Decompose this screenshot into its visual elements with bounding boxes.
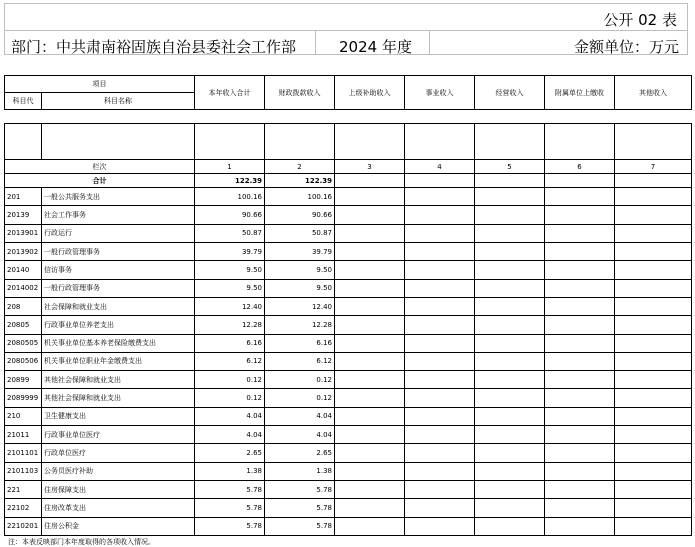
fiscal-income: 0.12: [265, 389, 335, 407]
subject-code: 2089999: [5, 389, 42, 407]
income-total: 50.87: [195, 224, 265, 242]
income-total: 9.50: [195, 279, 265, 297]
income-total: 100.16: [195, 188, 265, 206]
fiscal-income: 9.50: [265, 279, 335, 297]
divider: [315, 30, 316, 54]
table-row: [5, 499, 692, 517]
table-row: [5, 517, 692, 535]
fiscal-income: 39.79: [265, 242, 335, 260]
income-total: 5.78: [195, 481, 265, 499]
subject-code: 20805: [5, 316, 42, 334]
table-row: [5, 371, 692, 389]
column-index-row: [5, 160, 692, 174]
col-header: 事业收入: [405, 76, 475, 110]
col-header: 附属单位上缴收: [545, 76, 615, 110]
table-row: [5, 316, 692, 334]
income-total: 90.66: [195, 206, 265, 224]
subject-name: 行政事业单位医疗: [42, 426, 195, 444]
income-total: 12.40: [195, 297, 265, 315]
department-label: 部门：中共肃南裕固族自治县委社会工作部: [11, 38, 297, 56]
subject-name: 一般公共服务支出: [42, 188, 195, 206]
header-subject-name: 科目名称: [42, 93, 195, 110]
subject-code: 210: [5, 407, 42, 425]
fiscal-income: 90.66: [265, 206, 335, 224]
fiscal-income: 4.04: [265, 426, 335, 444]
income-total: 5.78: [195, 517, 265, 535]
income-total: 39.79: [195, 242, 265, 260]
total-label: 合计: [5, 174, 195, 188]
subject-name: 行政运行: [42, 224, 195, 242]
fiscal-income: 50.87: [265, 224, 335, 242]
subject-code: 2101101: [5, 444, 42, 462]
fiscal-income: 100.16: [265, 188, 335, 206]
table-row: [5, 481, 692, 499]
subject-code: 2080506: [5, 352, 42, 370]
table-row: [5, 261, 692, 279]
col-header: 经营收入: [475, 76, 545, 110]
income-total: 12.28: [195, 316, 265, 334]
income-table: [4, 123, 692, 536]
income-total: 4.04: [195, 407, 265, 425]
subject-name: 其他社会保障和就业支出: [42, 371, 195, 389]
fiscal-income: 5.78: [265, 499, 335, 517]
table-row: [5, 352, 692, 370]
subject-name: 住房改革支出: [42, 499, 195, 517]
income-total: 1.38: [195, 462, 265, 480]
subject-name: 信访事务: [42, 261, 195, 279]
subject-name: 社会工作事务: [42, 206, 195, 224]
subject-code: 2014002: [5, 279, 42, 297]
col-index: 7: [615, 160, 692, 174]
table-row: [5, 389, 692, 407]
divider: [5, 30, 687, 31]
fiscal-income: 6.12: [265, 352, 335, 370]
fiscal-income: 0.12: [265, 371, 335, 389]
divider: [429, 30, 430, 54]
income-total: 6.12: [195, 352, 265, 370]
total-row: [5, 174, 692, 188]
total-fiscal: 122.39: [265, 174, 335, 188]
income-total: 6.16: [195, 334, 265, 352]
subject-name: 行政事业单位养老支出: [42, 316, 195, 334]
fiscal-income: 12.40: [265, 297, 335, 315]
fiscal-income: 5.78: [265, 481, 335, 499]
subject-name: 一般行政管理事务: [42, 242, 195, 260]
table-row: [5, 334, 692, 352]
subject-code: 20139: [5, 206, 42, 224]
table-row: [5, 297, 692, 315]
table-row: [5, 444, 692, 462]
subject-name: 住房保障支出: [42, 481, 195, 499]
table-row: [5, 462, 692, 480]
subject-name: 机关事业单位基本养老保险缴费支出: [42, 334, 195, 352]
table-row: [5, 224, 692, 242]
col-header: 上级补助收入: [335, 76, 405, 110]
fiscal-year: 2024 年度: [339, 38, 412, 56]
col-index: 4: [405, 160, 475, 174]
subject-code: 22102: [5, 499, 42, 517]
col-header: 其他收入: [615, 76, 692, 110]
subject-name: 一般行政管理事务: [42, 279, 195, 297]
subject-code: 21011: [5, 426, 42, 444]
subject-name: 公务员医疗补助: [42, 462, 195, 480]
income-total: 2.65: [195, 444, 265, 462]
fiscal-income: 5.78: [265, 517, 335, 535]
subject-code: 201: [5, 188, 42, 206]
income-total: 4.04: [195, 426, 265, 444]
fiscal-income: 12.28: [265, 316, 335, 334]
col-index: 1: [195, 160, 265, 174]
subject-name: 社会保障和就业支出: [42, 297, 195, 315]
income-total: 9.50: [195, 261, 265, 279]
subject-name: 机关事业单位职业年金缴费支出: [42, 352, 195, 370]
table-row: [5, 188, 692, 206]
total-income: 122.39: [195, 174, 265, 188]
fiscal-income: 4.04: [265, 407, 335, 425]
col-index: 3: [335, 160, 405, 174]
subject-code: 2210201: [5, 517, 42, 535]
currency-unit: 金额单位：万元: [573, 38, 679, 56]
col-index: 2: [265, 160, 335, 174]
header-subject-code: 科目代: [5, 93, 42, 110]
subject-name: 住房公积金: [42, 517, 195, 535]
subject-code: 2080505: [5, 334, 42, 352]
subject-code: 2101103: [5, 462, 42, 480]
table-row: [5, 279, 692, 297]
row-index-label: 栏次: [5, 160, 195, 174]
fiscal-income: 9.50: [265, 261, 335, 279]
fiscal-income: 2.65: [265, 444, 335, 462]
income-total: 0.12: [195, 371, 265, 389]
income-total: 5.78: [195, 499, 265, 517]
report-header-box: [4, 3, 688, 55]
table-row: [5, 426, 692, 444]
col-index: 5: [475, 160, 545, 174]
blank-row: [5, 124, 692, 160]
col-header: 财政拨款收入: [265, 76, 335, 110]
subject-code: 208: [5, 297, 42, 315]
subject-name: 行政单位医疗: [42, 444, 195, 462]
col-index: 6: [545, 160, 615, 174]
subject-name: 其他社会保障和就业支出: [42, 389, 195, 407]
header-item: 项目: [5, 76, 195, 93]
subject-code: 2013901: [5, 224, 42, 242]
table-row: [5, 242, 692, 260]
subject-code: 20140: [5, 261, 42, 279]
table-row: [5, 407, 692, 425]
footnote: 注：本表反映部门本年度取得的各项收入情况。: [8, 538, 155, 546]
fiscal-income: 1.38: [265, 462, 335, 480]
subject-name: 卫生健康支出: [42, 407, 195, 425]
column-header-table: [4, 75, 692, 110]
form-code: 公开 02 表: [603, 11, 677, 29]
subject-code: 2013902: [5, 242, 42, 260]
subject-code: 20899: [5, 371, 42, 389]
subject-code: 221: [5, 481, 42, 499]
fiscal-income: 6.16: [265, 334, 335, 352]
table-row: [5, 206, 692, 224]
col-header: 本年收入合计: [195, 76, 265, 110]
income-total: 0.12: [195, 389, 265, 407]
